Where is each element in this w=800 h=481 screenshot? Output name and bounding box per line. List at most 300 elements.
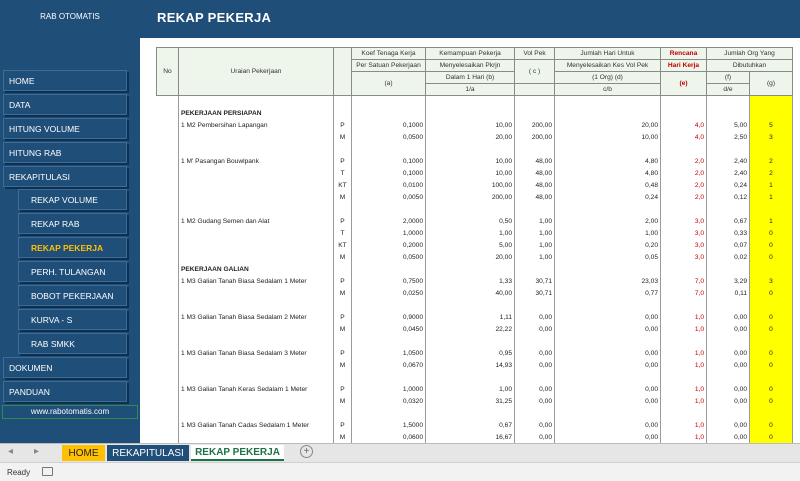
cell-u[interactable]: [179, 396, 334, 408]
cell-f[interactable]: [707, 204, 750, 216]
cell-no[interactable]: [157, 360, 179, 372]
cell-e[interactable]: 3,0: [661, 252, 707, 264]
cell-u[interactable]: [179, 192, 334, 204]
cell-c[interactable]: 1,00: [515, 240, 555, 252]
cell-e[interactable]: 1,0: [661, 396, 707, 408]
cell-b[interactable]: 20,00: [426, 252, 515, 264]
cell-f[interactable]: 0,00: [707, 360, 750, 372]
cell-no[interactable]: [157, 180, 179, 192]
tab-next-icon[interactable]: ▸: [34, 446, 40, 457]
cell-u[interactable]: [179, 132, 334, 144]
cell-no[interactable]: [157, 396, 179, 408]
nav-rekap-pekerja-button[interactable]: REKAP PEKERJA: [18, 237, 127, 258]
nav-hitung-volume-button[interactable]: HITUNG VOLUME: [3, 118, 127, 139]
cell-e[interactable]: 2,0: [661, 168, 707, 180]
cell-no[interactable]: [157, 192, 179, 204]
cell-u[interactable]: 1 M3 Galian Tanah Cadas Sedalam 1 Meter: [179, 420, 334, 432]
cell-k[interactable]: 0,0670: [352, 360, 426, 372]
cell-b[interactable]: 0,67: [426, 420, 515, 432]
cell-b[interactable]: 0,95: [426, 348, 515, 360]
cell-u[interactable]: [179, 204, 334, 216]
tab-prev-icon[interactable]: ◂: [8, 446, 14, 457]
cell-e[interactable]: [661, 372, 707, 384]
cell-t[interactable]: [334, 204, 352, 216]
cell-d[interactable]: [555, 144, 661, 156]
cell-e[interactable]: [661, 96, 707, 108]
nav-panduan-button[interactable]: PANDUAN: [3, 381, 127, 402]
nav-hitung-rab-button[interactable]: HITUNG RAB: [3, 142, 127, 163]
cell-b[interactable]: 10,00: [426, 120, 515, 132]
cell-b[interactable]: 1,33: [426, 276, 515, 288]
cell-t[interactable]: P: [334, 348, 352, 360]
cell-u[interactable]: [179, 300, 334, 312]
cell-c[interactable]: 30,71: [515, 276, 555, 288]
cell-d[interactable]: 20,00: [555, 120, 661, 132]
cell-g[interactable]: 2: [750, 156, 793, 168]
cell-e[interactable]: 1,0: [661, 348, 707, 360]
worksheet[interactable]: [140, 38, 800, 443]
cell-u[interactable]: [179, 432, 334, 444]
cell-e[interactable]: [661, 144, 707, 156]
cell-b[interactable]: 22,22: [426, 324, 515, 336]
tab-rekap-pekerja[interactable]: REKAP PEKERJA: [191, 445, 284, 461]
cell-k[interactable]: 1,0000: [352, 384, 426, 396]
cell-e[interactable]: [661, 108, 707, 120]
cell-g[interactable]: 0: [750, 420, 793, 432]
cell-d[interactable]: 0,00: [555, 384, 661, 396]
cell-b[interactable]: [426, 144, 515, 156]
cell-e[interactable]: 1,0: [661, 312, 707, 324]
cell-f[interactable]: 2,40: [707, 168, 750, 180]
cell-k[interactable]: 0,0600: [352, 432, 426, 444]
cell-k[interactable]: 0,0100: [352, 180, 426, 192]
cell-u[interactable]: 1 M3 Galian Tanah Biasa Sedalam 1 Meter: [179, 276, 334, 288]
cell-no[interactable]: [157, 108, 179, 120]
nav-rekap-rab-button[interactable]: REKAP RAB: [18, 213, 127, 234]
cell-d[interactable]: 23,03: [555, 276, 661, 288]
cell-f[interactable]: [707, 144, 750, 156]
cell-g[interactable]: [750, 408, 793, 420]
cell-k[interactable]: [352, 336, 426, 348]
cell-k[interactable]: [352, 264, 426, 276]
cell-k[interactable]: 0,9000: [352, 312, 426, 324]
cell-c[interactable]: [515, 372, 555, 384]
cell-t[interactable]: M: [334, 252, 352, 264]
cell-e[interactable]: 3,0: [661, 240, 707, 252]
cell-t[interactable]: M: [334, 396, 352, 408]
cell-g[interactable]: 0: [750, 288, 793, 300]
cell-c[interactable]: 1,00: [515, 228, 555, 240]
cell-d[interactable]: 0,00: [555, 420, 661, 432]
cell-b[interactable]: [426, 96, 515, 108]
cell-no[interactable]: [157, 408, 179, 420]
cell-e[interactable]: 1,0: [661, 324, 707, 336]
cell-d[interactable]: 10,00: [555, 132, 661, 144]
cell-no[interactable]: [157, 336, 179, 348]
cell-e[interactable]: 4,0: [661, 120, 707, 132]
cell-f[interactable]: 5,00: [707, 120, 750, 132]
cell-t[interactable]: [334, 372, 352, 384]
cell-t[interactable]: P: [334, 276, 352, 288]
cell-k[interactable]: 0,0050: [352, 192, 426, 204]
cell-d[interactable]: 0,77: [555, 288, 661, 300]
cell-no[interactable]: [157, 132, 179, 144]
cell-f[interactable]: 0,33: [707, 228, 750, 240]
cell-f[interactable]: 0,12: [707, 192, 750, 204]
cell-t[interactable]: [334, 336, 352, 348]
cell-t[interactable]: [334, 300, 352, 312]
cell-g[interactable]: [750, 96, 793, 108]
cell-t[interactable]: [334, 108, 352, 120]
cell-c[interactable]: 0,00: [515, 312, 555, 324]
cell-d[interactable]: [555, 108, 661, 120]
cell-c[interactable]: [515, 300, 555, 312]
cell-b[interactable]: 10,00: [426, 156, 515, 168]
cell-f[interactable]: [707, 336, 750, 348]
cell-u[interactable]: 1 M2 Pembersihan Lapangan: [179, 120, 334, 132]
cell-u[interactable]: 1 M3 Galian Tanah Keras Sedalam 1 Meter: [179, 384, 334, 396]
cell-b[interactable]: 0,50: [426, 216, 515, 228]
cell-b[interactable]: 1,11: [426, 312, 515, 324]
cell-t[interactable]: [334, 96, 352, 108]
cell-k[interactable]: [352, 108, 426, 120]
cell-t[interactable]: P: [334, 120, 352, 132]
cell-g[interactable]: [750, 108, 793, 120]
cell-f[interactable]: 0,11: [707, 288, 750, 300]
cell-t[interactable]: P: [334, 312, 352, 324]
cell-c[interactable]: 48,00: [515, 156, 555, 168]
cell-u[interactable]: [179, 408, 334, 420]
cell-g[interactable]: 0: [750, 396, 793, 408]
cell-b[interactable]: 31,25: [426, 396, 515, 408]
cell-no[interactable]: [157, 156, 179, 168]
cell-f[interactable]: [707, 108, 750, 120]
cell-e[interactable]: 2,0: [661, 180, 707, 192]
cell-d[interactable]: 4,80: [555, 156, 661, 168]
cell-d[interactable]: 1,00: [555, 228, 661, 240]
cell-k[interactable]: [352, 144, 426, 156]
cell-k[interactable]: 0,1000: [352, 156, 426, 168]
cell-t[interactable]: P: [334, 216, 352, 228]
cell-g[interactable]: 0: [750, 384, 793, 396]
cell-g[interactable]: [750, 264, 793, 276]
cell-k[interactable]: 0,0500: [352, 132, 426, 144]
cell-c[interactable]: 0,00: [515, 420, 555, 432]
cell-f[interactable]: 2,40: [707, 156, 750, 168]
cell-no[interactable]: [157, 348, 179, 360]
cell-b[interactable]: 200,00: [426, 192, 515, 204]
cell-f[interactable]: 0,00: [707, 312, 750, 324]
cell-b[interactable]: [426, 204, 515, 216]
cell-g[interactable]: 3: [750, 276, 793, 288]
cell-g[interactable]: 0: [750, 360, 793, 372]
cell-u[interactable]: 1 M' Pasangan Bouwlpank: [179, 156, 334, 168]
nav-dokumen-button[interactable]: DOKUMEN: [3, 357, 127, 378]
cell-g[interactable]: [750, 204, 793, 216]
cell-b[interactable]: [426, 108, 515, 120]
cell-d[interactable]: 2,00: [555, 216, 661, 228]
cell-t[interactable]: [334, 264, 352, 276]
cell-no[interactable]: [157, 96, 179, 108]
cell-g[interactable]: [750, 372, 793, 384]
cell-no[interactable]: [157, 168, 179, 180]
cell-b[interactable]: 10,00: [426, 168, 515, 180]
add-sheet-icon[interactable]: +: [300, 445, 313, 458]
cell-t[interactable]: M: [334, 360, 352, 372]
cell-k[interactable]: [352, 300, 426, 312]
cell-f[interactable]: 0,07: [707, 240, 750, 252]
cell-no[interactable]: [157, 240, 179, 252]
cell-f[interactable]: 0,00: [707, 324, 750, 336]
cell-e[interactable]: [661, 264, 707, 276]
cell-c[interactable]: 30,71: [515, 288, 555, 300]
cell-k[interactable]: 0,1000: [352, 120, 426, 132]
cell-k[interactable]: 0,0450: [352, 324, 426, 336]
cell-c[interactable]: [515, 264, 555, 276]
cell-g[interactable]: 0: [750, 312, 793, 324]
nav-kurva-s-button[interactable]: KURVA - S: [18, 309, 127, 330]
cell-e[interactable]: 2,0: [661, 192, 707, 204]
cell-e[interactable]: 2,0: [661, 156, 707, 168]
cell-u[interactable]: [179, 228, 334, 240]
cell-no[interactable]: [157, 204, 179, 216]
tab-home[interactable]: HOME: [62, 445, 105, 461]
nav-home-button[interactable]: HOME: [3, 70, 127, 91]
cell-b[interactable]: 1,00: [426, 384, 515, 396]
cell-b[interactable]: 14,93: [426, 360, 515, 372]
cell-u[interactable]: [179, 96, 334, 108]
nav-rab-smkk-button[interactable]: RAB SMKK: [18, 333, 127, 354]
cell-t[interactable]: P: [334, 420, 352, 432]
cell-u[interactable]: [179, 240, 334, 252]
cell-e[interactable]: 3,0: [661, 228, 707, 240]
cell-u[interactable]: [179, 288, 334, 300]
cell-f[interactable]: [707, 408, 750, 420]
cell-c[interactable]: 200,00: [515, 132, 555, 144]
cell-k[interactable]: 1,0000: [352, 228, 426, 240]
cell-f[interactable]: 0,00: [707, 348, 750, 360]
cell-u[interactable]: [179, 168, 334, 180]
cell-f[interactable]: 0,00: [707, 384, 750, 396]
cell-d[interactable]: [555, 408, 661, 420]
cell-g[interactable]: 3: [750, 132, 793, 144]
cell-d[interactable]: 0,24: [555, 192, 661, 204]
cell-f[interactable]: 0,24: [707, 180, 750, 192]
cell-c[interactable]: [515, 96, 555, 108]
macro-recording-icon[interactable]: [42, 467, 53, 476]
cell-t[interactable]: KT: [334, 180, 352, 192]
nav-data-button[interactable]: DATA: [3, 94, 127, 115]
nav-perh-tulangan-button[interactable]: PERH. TULANGAN: [18, 261, 127, 282]
cell-d[interactable]: [555, 204, 661, 216]
cell-b[interactable]: [426, 300, 515, 312]
cell-g[interactable]: 0: [750, 432, 793, 444]
cell-no[interactable]: [157, 228, 179, 240]
cell-no[interactable]: [157, 300, 179, 312]
cell-no[interactable]: [157, 276, 179, 288]
cell-e[interactable]: 7,0: [661, 276, 707, 288]
cell-d[interactable]: 0,48: [555, 180, 661, 192]
cell-g[interactable]: 1: [750, 192, 793, 204]
cell-e[interactable]: 4,0: [661, 132, 707, 144]
cell-no[interactable]: [157, 216, 179, 228]
cell-u[interactable]: [179, 336, 334, 348]
cell-d[interactable]: 0,05: [555, 252, 661, 264]
cell-k[interactable]: 1,0500: [352, 348, 426, 360]
cell-d[interactable]: 0,00: [555, 360, 661, 372]
cell-u[interactable]: [179, 252, 334, 264]
cell-c[interactable]: 48,00: [515, 192, 555, 204]
cell-k[interactable]: [352, 408, 426, 420]
cell-b[interactable]: [426, 372, 515, 384]
cell-g[interactable]: 5: [750, 120, 793, 132]
cell-g[interactable]: [750, 336, 793, 348]
cell-d[interactable]: [555, 96, 661, 108]
cell-c[interactable]: 0,00: [515, 360, 555, 372]
cell-b[interactable]: 100,00: [426, 180, 515, 192]
cell-u[interactable]: 1 M2 Gudang Semen dan Alat: [179, 216, 334, 228]
cell-no[interactable]: [157, 120, 179, 132]
cell-no[interactable]: [157, 288, 179, 300]
cell-f[interactable]: [707, 300, 750, 312]
cell-d[interactable]: [555, 300, 661, 312]
cell-e[interactable]: 1,0: [661, 360, 707, 372]
cell-b[interactable]: 1,00: [426, 228, 515, 240]
tab-rekapitulasi[interactable]: REKAPITULASI: [107, 445, 189, 461]
cell-t[interactable]: [334, 408, 352, 420]
cell-g[interactable]: 1: [750, 216, 793, 228]
cell-c[interactable]: 200,00: [515, 120, 555, 132]
cell-u[interactable]: [179, 372, 334, 384]
cell-t[interactable]: [334, 144, 352, 156]
cell-u[interactable]: [179, 324, 334, 336]
cell-d[interactable]: [555, 264, 661, 276]
cell-no[interactable]: [157, 264, 179, 276]
cell-t[interactable]: M: [334, 132, 352, 144]
cell-d[interactable]: 0,00: [555, 396, 661, 408]
cell-b[interactable]: 5,00: [426, 240, 515, 252]
cell-k[interactable]: 0,0250: [352, 288, 426, 300]
cell-u[interactable]: [179, 360, 334, 372]
cell-k[interactable]: 2,0000: [352, 216, 426, 228]
cell-f[interactable]: [707, 96, 750, 108]
cell-g[interactable]: 0: [750, 240, 793, 252]
nav-bobot-pekerjaan-button[interactable]: BOBOT PEKERJAAN: [18, 285, 127, 306]
cell-e[interactable]: [661, 408, 707, 420]
cell-f[interactable]: 0,67: [707, 216, 750, 228]
cell-g[interactable]: 2: [750, 168, 793, 180]
cell-u[interactable]: 1 M3 Galian Tanah Biasa Sedalam 2 Meter: [179, 312, 334, 324]
cell-k[interactable]: 0,0500: [352, 252, 426, 264]
cell-c[interactable]: 0,00: [515, 384, 555, 396]
cell-b[interactable]: 16,67: [426, 432, 515, 444]
cell-g[interactable]: 0: [750, 252, 793, 264]
cell-d[interactable]: 0,00: [555, 432, 661, 444]
cell-t[interactable]: M: [334, 324, 352, 336]
cell-no[interactable]: [157, 324, 179, 336]
cell-c[interactable]: 48,00: [515, 180, 555, 192]
cell-c[interactable]: [515, 108, 555, 120]
cell-c[interactable]: 48,00: [515, 168, 555, 180]
cell-t[interactable]: M: [334, 192, 352, 204]
cell-d[interactable]: 0,00: [555, 348, 661, 360]
cell-e[interactable]: 1,0: [661, 432, 707, 444]
cell-f[interactable]: 0,00: [707, 396, 750, 408]
cell-u[interactable]: 1 M3 Galian Tanah Biasa Sedalam 3 Meter: [179, 348, 334, 360]
cell-f[interactable]: 0,00: [707, 432, 750, 444]
cell-g[interactable]: 0: [750, 324, 793, 336]
cell-k[interactable]: [352, 96, 426, 108]
cell-c[interactable]: [515, 408, 555, 420]
cell-t[interactable]: KT: [334, 240, 352, 252]
cell-c[interactable]: [515, 204, 555, 216]
cell-t[interactable]: T: [334, 168, 352, 180]
cell-no[interactable]: [157, 420, 179, 432]
cell-f[interactable]: [707, 372, 750, 384]
cell-c[interactable]: 0,00: [515, 396, 555, 408]
cell-e[interactable]: 3,0: [661, 216, 707, 228]
cell-c[interactable]: 1,00: [515, 216, 555, 228]
cell-g[interactable]: 0: [750, 348, 793, 360]
cell-g[interactable]: [750, 144, 793, 156]
cell-e[interactable]: 1,0: [661, 384, 707, 396]
cell-b[interactable]: 20,00: [426, 132, 515, 144]
cell-d[interactable]: 0,20: [555, 240, 661, 252]
cell-f[interactable]: 0,00: [707, 420, 750, 432]
website-link[interactable]: www.rabotomatis.com: [2, 405, 138, 419]
cell-g[interactable]: 0: [750, 228, 793, 240]
cell-e[interactable]: 1,0: [661, 420, 707, 432]
cell-d[interactable]: 0,00: [555, 312, 661, 324]
cell-u[interactable]: [179, 144, 334, 156]
cell-k[interactable]: 0,7500: [352, 276, 426, 288]
cell-u[interactable]: PEKERJAAN PERSIAPAN: [179, 108, 334, 120]
cell-no[interactable]: [157, 384, 179, 396]
cell-e[interactable]: [661, 336, 707, 348]
cell-k[interactable]: 0,2000: [352, 240, 426, 252]
cell-k[interactable]: 0,1000: [352, 168, 426, 180]
cell-k[interactable]: 0,0320: [352, 396, 426, 408]
cell-f[interactable]: 3,29: [707, 276, 750, 288]
cell-d[interactable]: 0,00: [555, 324, 661, 336]
cell-b[interactable]: [426, 408, 515, 420]
cell-no[interactable]: [157, 372, 179, 384]
cell-t[interactable]: P: [334, 384, 352, 396]
cell-u[interactable]: PEKERJAAN GALIAN: [179, 264, 334, 276]
cell-k[interactable]: [352, 204, 426, 216]
cell-g[interactable]: [750, 300, 793, 312]
nav-rekap-volume-button[interactable]: REKAP VOLUME: [18, 189, 127, 210]
cell-b[interactable]: 40,00: [426, 288, 515, 300]
cell-e[interactable]: 7,0: [661, 288, 707, 300]
cell-d[interactable]: [555, 336, 661, 348]
cell-t[interactable]: P: [334, 156, 352, 168]
cell-u[interactable]: [179, 180, 334, 192]
nav-rekapitulasi-button[interactable]: REKAPITULASI: [3, 166, 127, 187]
cell-no[interactable]: [157, 144, 179, 156]
cell-no[interactable]: [157, 252, 179, 264]
cell-d[interactable]: [555, 372, 661, 384]
cell-d[interactable]: 4,80: [555, 168, 661, 180]
cell-c[interactable]: 0,00: [515, 432, 555, 444]
cell-g[interactable]: 1: [750, 180, 793, 192]
cell-c[interactable]: [515, 336, 555, 348]
cell-k[interactable]: 1,5000: [352, 420, 426, 432]
cell-f[interactable]: 2,50: [707, 132, 750, 144]
cell-c[interactable]: 0,00: [515, 324, 555, 336]
cell-f[interactable]: 0,02: [707, 252, 750, 264]
cell-c[interactable]: [515, 144, 555, 156]
